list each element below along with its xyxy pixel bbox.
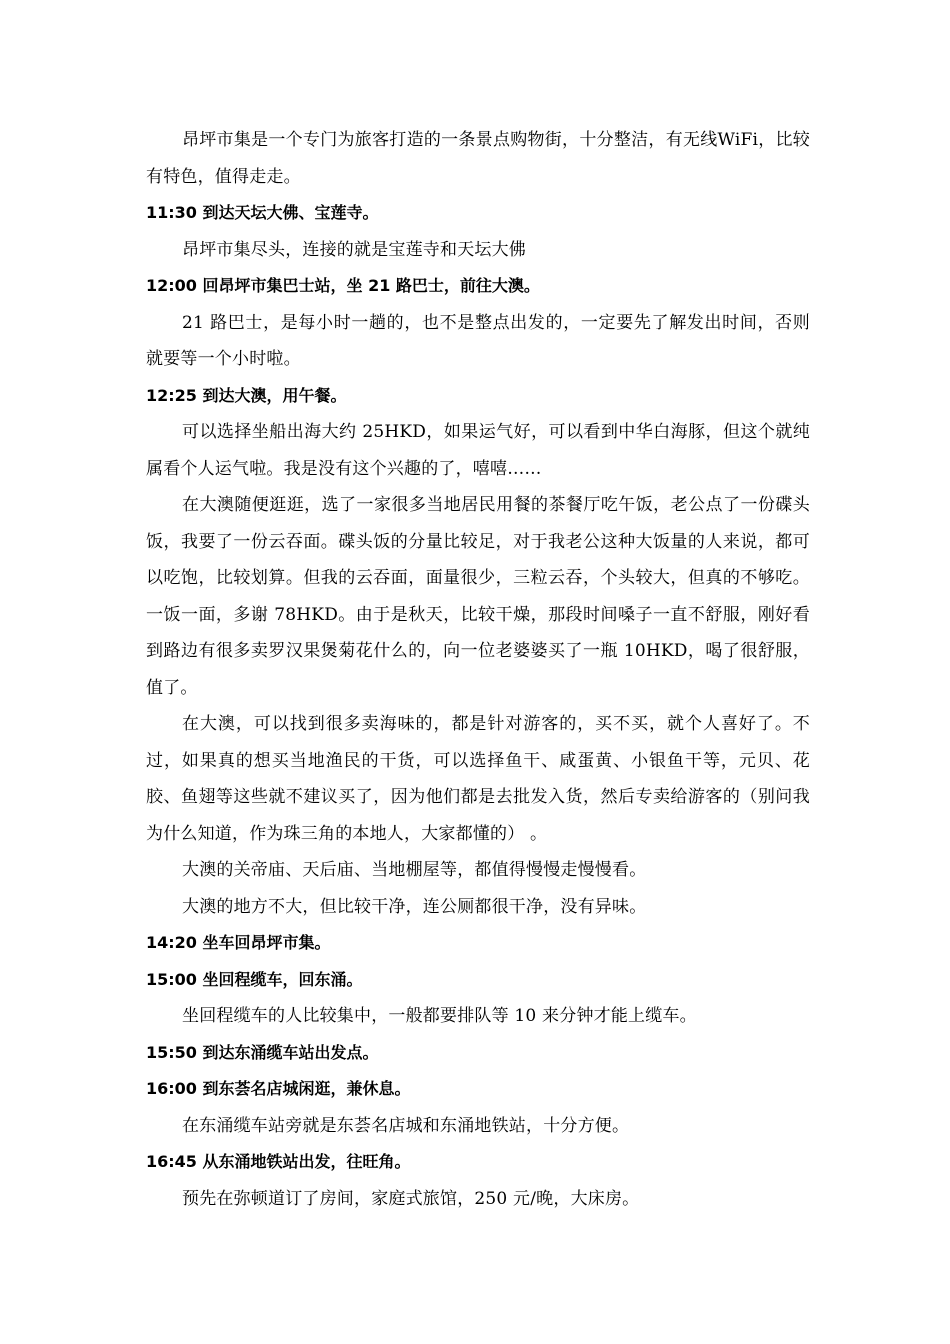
time-heading: 12:25 到达大澳，用午餐。 — [146, 385, 347, 405]
time-heading: 16:00 到东荟名店城闲逛，兼休息。 — [146, 1079, 411, 1098]
time-heading: 16:45 从东涌地铁站出发，往旺角。 — [146, 1152, 411, 1171]
time-heading: 12:00 回昂坪市集巴士站，坐 21 路巴士，前往大澳。 — [146, 276, 540, 295]
time-heading: 15:50 到达东涌缆车站出发点。 — [146, 1042, 379, 1062]
paragraph: 21 路巴士，是每小时一趟的，也不是整点出发的，一定要先了解发出时间，否则就要等一个小时啦。 — [146, 312, 810, 369]
paragraph: 预先在弥顿道订了房间，家庭式旅馆，250 元/晚，大床房。 — [182, 1188, 640, 1209]
paragraph: 可以选择坐船出海大约 25HKD，如果运气好，可以看到中华白海豚，但这个就纯属看个人运气啦。我是没有这个兴趣的了，嘻嘻…… — [146, 422, 810, 479]
paragraph: 昂坪市集尽头，连接的就是宝莲寺和天坛大佛 — [182, 239, 526, 260]
time-heading: 11:30 到达天坛大佛、宝莲寺。 — [146, 203, 379, 222]
paragraph: 昂坪市集是一个专门为旅客打造的一条景点购物街，十分整洁，有无线WiFi，比较有特色，值得走走。 — [146, 130, 810, 187]
time-heading: 14:20 坐车回昂坪市集。 — [146, 933, 331, 952]
article-body — [146, 122, 810, 1217]
paragraph: 大澳的地方不大，但比较干净，连公厕都很干净，没有异味。 — [182, 896, 647, 917]
paragraph: 在大澳随便逛逛，选了一家很多当地居民用餐的茶餐厅吃午饭，老公点了一份碟头饭，我要了一份云吞面。碟头饭的分量比较足，对于我老公这种大饭量的人来说，都可以吃饱，比较划算。但我的云吞面，面量很少，三粒云吞，个头较大，但真的不够吃。一饭一面，多谢 78HKD。由于是秋天，比较干燥，那段时间嗓子一直不舒服，刚好看到路边有很多卖罗汉果煲菊花什么的，向一位老婆婆买了一瓶 10HKD，喝了很舒服，值了。 — [146, 495, 810, 698]
time-heading: 15:00 坐回程缆车，回东涌。 — [146, 969, 363, 989]
paragraph: 在大澳，可以找到很多卖海味的，都是针对游客的，买不买，就个人喜好了。不过，如果真的想买当地渔民的干货，可以选择鱼干、咸蛋黄、小银鱼干等，元贝、花胶、鱼翅等这些就不建议买了，因为他们都是去批发入货，然后专卖给游客的（别问我为什么知道，作为珠三角的本地人，大家都懂的） 。 — [146, 714, 810, 844]
paragraph: 在东涌缆车站旁就是东荟名店城和东涌地铁站，十分方便。 — [182, 1115, 630, 1136]
paragraph: 大澳的关帝庙、天后庙、当地棚屋等，都值得慢慢走慢慢看。 — [182, 860, 647, 880]
paragraph: 坐回程缆车的人比较集中，一般都要排队等 10 来分钟才能上缆车。 — [182, 1006, 697, 1026]
